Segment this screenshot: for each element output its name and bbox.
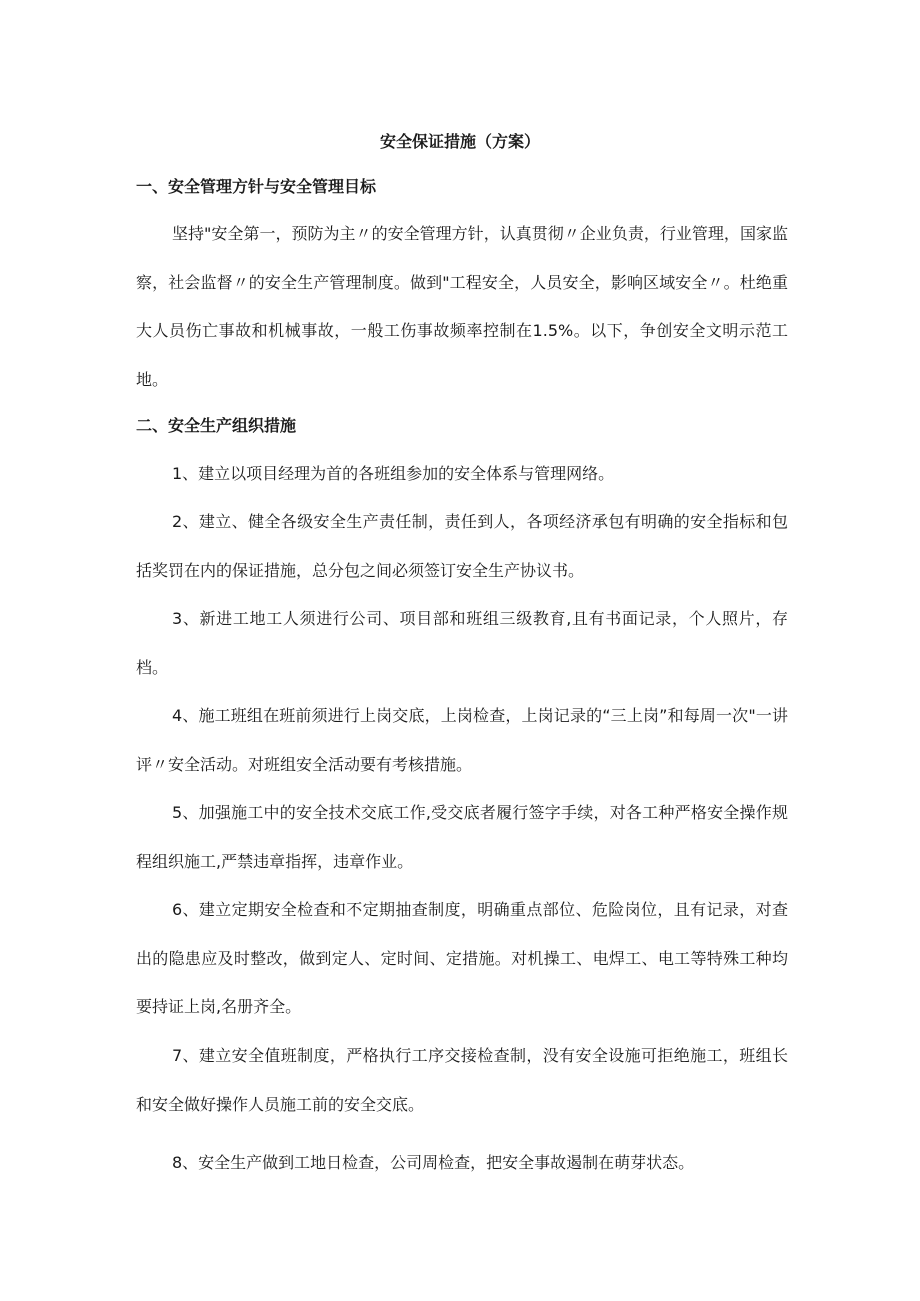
- section-heading-1: 一、安全管理方针与安全管理目标: [136, 177, 377, 196]
- measure-item-3: 3、新进工地工人须进行公司、项目部和班组三级教育,且有书面记录，个人照片，存档。: [136, 609, 788, 677]
- measure-item-6: 6、建立定期安全检查和不定期抽查制度，明确重点部位、危险岗位，且有记录，对查出的隐患应及时整改，做到定人、定时间、定措施。对机操工、电焊工、电工等特殊工种均要持证上岗,名册齐全。: [136, 900, 788, 1016]
- measure-item-5: 5、加强施工中的安全技术交底工作,受交底者履行签字手续，对各工种严格安全操作规程组织施工,严禁违章指挥，违章作业。: [136, 803, 788, 871]
- measure-item-7: 7、建立安全值班制度，严格执行工序交接检查制，没有安全设施可拒绝施工，班组长和安全做好操作人员施工前的安全交底。: [136, 1046, 788, 1114]
- measure-item-2: 2、建立、健全各级安全生产责任制，责任到人，各项经济承包有明确的安全指标和包括奖罚在内的保证措施，总分包之间必须签订安全生产协议书。: [136, 512, 788, 580]
- measure-item-1: 1、建立以项目经理为首的各班组参加的安全体系与管理网络。: [172, 464, 615, 483]
- section-heading-2: 二、安全生产组织措施: [136, 416, 297, 435]
- measure-item-8: 8、安全生产做到工地日检查，公司周检查，把安全事故遏制在萌芽状态。: [172, 1153, 695, 1172]
- section-1-paragraph: 坚持"安全第一，预防为主〃的安全管理方针，认真贯彻〃企业负责，行业管理，国家监察，社会监督〃的安全生产管理制度。做到"工程安全，人员安全，影响区域安全〃。杜绝重大人员伤亡事故和机械事故，一般工伤事故频率控制在1.5%。以下，争创安全文明示范工地。: [136, 224, 788, 389]
- measure-item-4: 4、施工班组在班前须进行上岗交底，上岗检查，上岗记录的“三上岗”和每周一次"一讲评〃安全活动。对班组安全活动要有考核措施。: [136, 706, 788, 774]
- document-title: 安全保证措施（方案）: [379, 132, 540, 151]
